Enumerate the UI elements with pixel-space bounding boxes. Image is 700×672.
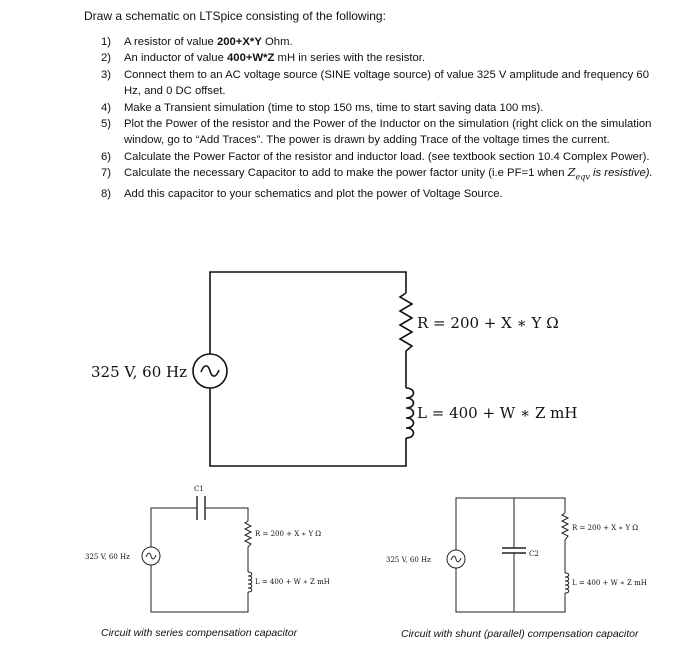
step-text: Make a Transient simulation (time to stop 150 ms, time to start saving data 100 ms).: [124, 101, 544, 114]
step-text: Add this capacitor to your schematics and plot the power of Voltage Source.: [124, 187, 503, 200]
step-text-end: mH in series with the resistor.: [274, 52, 426, 65]
step-text-end: Ohm.: [261, 36, 293, 48]
source-label: 325 V, 60 Hz: [85, 553, 130, 561]
impedance-symbol: Z: [567, 166, 576, 180]
step-text: A resistor of value: [124, 36, 217, 48]
inductor-label: L = 400 + W ∗ Z mH: [255, 578, 330, 586]
resistor-label: R = 200 + X ∗ Y Ω: [417, 314, 559, 332]
shunt-caption: Circuit with shunt (parallel) compensation capacitor: [401, 628, 639, 640]
inductor-label: L = 400 + W ∗ Z mH: [417, 404, 578, 422]
source-label: 325 V, 60 Hz: [386, 556, 431, 564]
source-label: 325 V, 60 Hz: [91, 363, 187, 381]
capacitor-label: C1: [194, 485, 204, 493]
step-number: 8): [101, 187, 112, 200]
step-number: 7): [101, 167, 112, 180]
step-number: 3): [101, 68, 112, 81]
resistor-label: R = 200 + X ∗ Y Ω: [572, 524, 639, 532]
main-circuit: [91, 272, 577, 466]
step-number: 4): [101, 101, 112, 114]
step-number: 6): [101, 150, 112, 163]
step-text: Calculate the necessary Capacitor to add to make the power factor unity (i.e PF=1 when: [124, 167, 568, 180]
inductor-label: L = 400 + W ∗ Z mH: [572, 579, 647, 587]
inductor-icon: [406, 388, 414, 438]
step-text: An inductor of value: [124, 52, 227, 65]
step-number: 1): [101, 36, 112, 48]
resistor-icon: [400, 293, 412, 351]
assignment-intro: Draw a schematic on LTSpice consisting of the following:: [84, 9, 386, 23]
shunt-circuit: [386, 498, 647, 640]
step-value: 400+W*Z: [227, 52, 275, 65]
step-text: Calculate the Power Factor of the resistor and inductor load. (see textbook section 10.4 Complex Power).: [124, 150, 650, 163]
step-text: Connect them to an AC voltage source (SINE voltage source) of value 325 V amplitude and frequency 60 Hz, and 0 DC offset.: [124, 68, 649, 98]
shunt-wire: [456, 498, 565, 612]
step-text: Plot the Power of the resistor and the Power of the Inductor on the simulation (right click on the simulation window, go to “Add Traces”. The power is drawn by adding Trace of the voltage times the current.: [124, 118, 652, 147]
impedance-subscript: eqv: [575, 172, 590, 182]
resistor-label: R = 200 + X ∗ Y Ω: [255, 530, 322, 538]
capacitor-label: C2: [529, 550, 539, 558]
step-value: 200+X*Y: [216, 36, 262, 48]
series-wire: [151, 508, 248, 612]
series-caption: Circuit with series compensation capacitor: [101, 627, 298, 639]
resistor-icon: [562, 513, 568, 540]
step-number: 2): [101, 52, 112, 65]
inductor-icon: [248, 572, 252, 592]
inductor-icon: [565, 573, 569, 593]
main-wire: [210, 272, 406, 466]
resistor-icon: [245, 521, 251, 547]
step-number: 5): [101, 118, 112, 131]
step-text-end: is resistive).: [589, 167, 653, 180]
series-circuit: [85, 485, 330, 639]
